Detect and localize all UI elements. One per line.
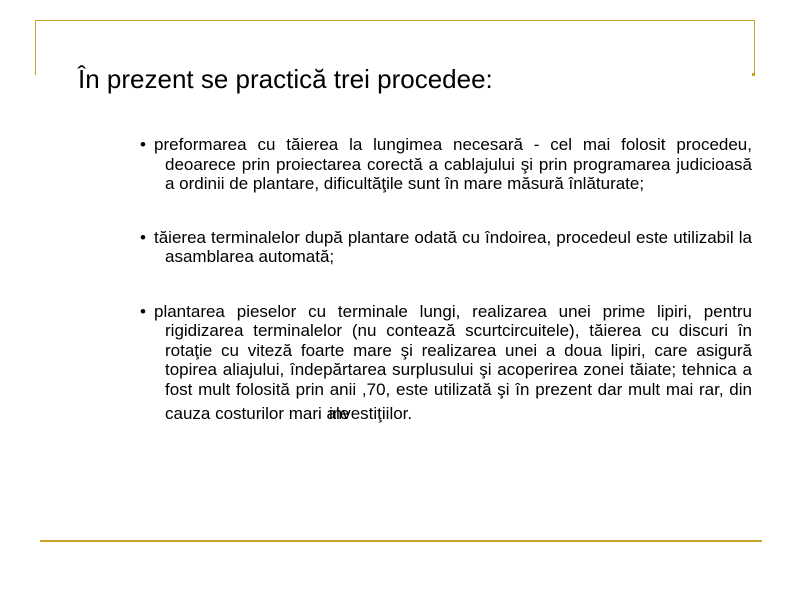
frame-left-line [35, 20, 36, 75]
bullet-icon: • [140, 227, 146, 247]
frame-top-line [35, 20, 755, 21]
bullet-list [140, 135, 752, 429]
bullet-text: preformarea cu tăierea la lungimea necesară - cel mai folosit procedeu, deoarece prin proiectarea corectă a cablajului şi prin programarea judicioasă a ordinii de plantare, dificultăţile sunt în mare măsură înlăturate; [154, 135, 752, 193]
frame-corner-dot [752, 73, 755, 76]
bullet-icon: • [140, 301, 146, 321]
slide-title: În prezent se practică trei procedee: [78, 64, 493, 94]
bullet-text: tăierea terminalelor după plantare odată cu îndoirea, procedeul este utilizabil la asamblarea automată; [154, 227, 752, 266]
bullet-text-last-word: investiţiilor. [328, 404, 413, 423]
bullet-icon: • [140, 135, 146, 154]
frame-bottom-line [40, 540, 762, 542]
bullet-item-taiere [140, 228, 752, 267]
bullet-item-plantare [140, 302, 752, 430]
frame-right-line [754, 20, 755, 75]
bullet-item-preformare [140, 135, 752, 194]
bullet-text: plantarea pieselor cu terminale lungi, realizarea unei prime lipiri, pentru rigidizarea terminalelor (nu contează scurtcircuitele), tăierea cu discuri în rotaţie cu viteză foarte mare şi realizarea unei a doua lipiri, care asigură topirea aliajului, îndepărtarea surplusului şi acoperirea zonei tăiate; tehnica a fost mult folosită prin anii ,70, este utilizată şi în prezent dar mult mai rar, din cauza costurilor mari ale [154, 301, 752, 423]
